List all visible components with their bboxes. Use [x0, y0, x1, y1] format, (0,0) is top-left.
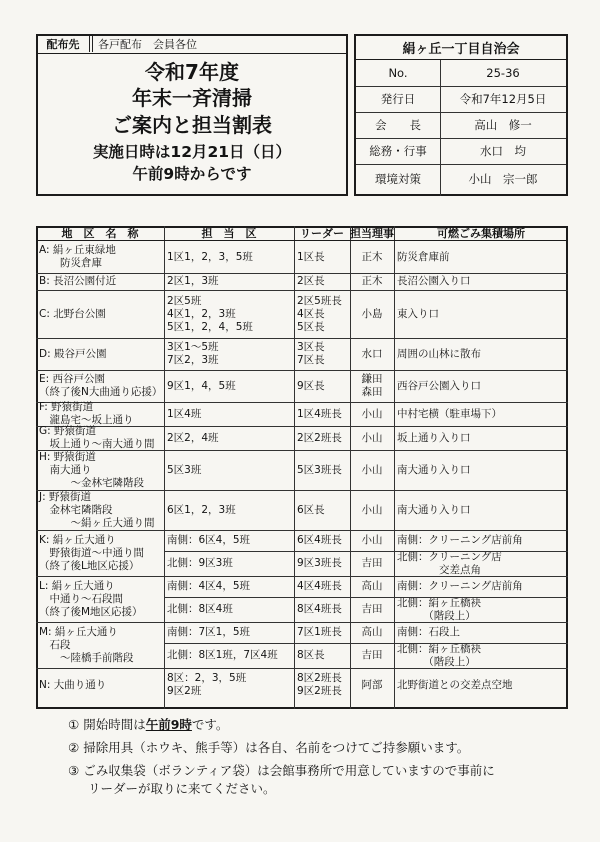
- column-header-area: 地 区 名 称: [61, 227, 139, 240]
- district-assignment: 北側：8区1班，7区4班: [167, 649, 278, 661]
- district-assignment: 2区1，3班: [167, 275, 219, 287]
- leader: 8区4班長: [297, 603, 342, 615]
- area-name: C: 北野台公園: [39, 307, 106, 320]
- note-text: 掃除用具（ホウキ、熊手等）は各自、名前をつけてご持参願います。: [83, 740, 470, 755]
- director: 吉田: [361, 603, 383, 615]
- district-assignment: 南側：4区4，5班: [167, 580, 251, 592]
- info-value-chair: 高山 修一: [474, 118, 532, 132]
- director: 吉田: [361, 649, 383, 661]
- director: 鎌田 森田: [361, 373, 383, 398]
- collection-site: 南側：石段上: [397, 626, 460, 638]
- note-tail: です。: [191, 717, 229, 732]
- collection-site: 周囲の山林に散布: [397, 347, 481, 360]
- info-value-general-affairs: 水口 均: [480, 144, 526, 158]
- district-assignment: 9区1，4，5班: [167, 379, 236, 392]
- district-assignment: 2区5班 4区1，2，3班 5区1，2，4，5班: [167, 294, 253, 333]
- leader: 9区3班長: [297, 557, 342, 569]
- sub-row-rule: [164, 551, 568, 552]
- director: 小山: [361, 534, 383, 546]
- event-time: 午前9時からです: [132, 165, 252, 183]
- info-label-no: No.: [388, 66, 408, 80]
- leader: 3区長 7区長: [297, 341, 325, 366]
- event-date: 実施日時は12月21日（日）: [92, 143, 292, 161]
- title-event: 年末一斉清掃: [132, 85, 252, 110]
- info-label-environment: 環境対策: [375, 172, 421, 186]
- area-name: E: 西谷戸公園 （終了後N大曲通り応援）: [39, 373, 163, 398]
- director: 高山: [361, 580, 383, 592]
- collection-site: 長沼公園入り口: [397, 275, 471, 287]
- leader: 7区1班長: [297, 626, 342, 638]
- leader: 8区長: [297, 649, 325, 661]
- note-text: ごみ収集袋（ボランティア袋）は会館事務所で用意していますので事前に: [83, 763, 495, 778]
- distribution-separator: [89, 36, 93, 52]
- distribution-label: 配布先: [46, 38, 80, 51]
- info-value-issue-date: 令和7年12月5日: [459, 92, 547, 106]
- leader: 6区4班長: [297, 534, 342, 546]
- distribution-value: 各戸配布 会員各位: [98, 38, 197, 51]
- note-3-continuation: リーダーが取りに来てください。: [88, 781, 276, 796]
- area-name: F: 野猿街道 瀧島宅～坂上通り: [39, 401, 134, 426]
- collection-site: 南大通り入り口: [397, 503, 471, 516]
- info-label-chair: 会 長: [375, 118, 421, 132]
- director: 高山: [361, 626, 383, 638]
- note-text: 開始時間は: [83, 717, 146, 732]
- area-name: D: 殿谷戸公園: [39, 347, 107, 360]
- leader: 1区長: [297, 250, 325, 263]
- note-mark: ①: [68, 717, 80, 732]
- collection-site: 南側：クリーニング店前角: [397, 534, 523, 546]
- collection-site: 防災倉庫前: [397, 250, 450, 263]
- director: 小島: [361, 307, 383, 320]
- collection-site: 北側：クリーニング店 交差点角: [397, 550, 502, 576]
- leader: 5区3班長: [297, 463, 342, 476]
- collection-site: 南大通り入り口: [397, 463, 471, 476]
- district-assignment: 南側：6区4，5班: [167, 534, 251, 546]
- column-header-director: 担当理事: [350, 227, 394, 240]
- collection-site: 北側：絹ヶ丘橋袂 （階段上）: [397, 596, 481, 622]
- area-name: L: 絹ヶ丘大通り 中通り～石段間 （終了後M地区応援）: [39, 579, 143, 618]
- note-emphasis: 午前9時: [145, 717, 192, 732]
- director: 小山: [361, 463, 383, 476]
- area-name: J: 野猿街道 金林宅隣階段 ～絹ヶ丘大通り間: [39, 490, 155, 529]
- info-label-general-affairs: 総務・行事: [369, 144, 427, 158]
- district-assignment: 南側：7区1，5班: [167, 626, 251, 638]
- director: 正木: [361, 250, 383, 263]
- area-name: M: 絹ヶ丘大通り 石段 ～陸橋手前階段: [39, 625, 134, 664]
- area-name: G: 野猿街道 坂上通り～南大通り間: [39, 425, 155, 450]
- district-assignment: 3区1～5班 7区2，3班: [167, 341, 219, 366]
- district-assignment: 北側：9区3班: [167, 557, 233, 569]
- director: 吉田: [361, 557, 383, 569]
- column-header-district: 担 当 区: [201, 227, 257, 240]
- director: 小山: [361, 503, 383, 516]
- leader: 2区5班長 4区長 5区長: [297, 294, 342, 333]
- note-1: [68, 717, 548, 733]
- district-assignment: 8区：2，3，5班 9区2班: [167, 672, 247, 697]
- area-name: N: 大曲り通り: [39, 678, 107, 691]
- director: 正木: [361, 275, 383, 287]
- director: 水口: [361, 347, 383, 360]
- association-name: 絹ヶ丘一丁目自治会: [356, 36, 566, 60]
- area-name: B: 長沼公園付近: [39, 275, 117, 287]
- column-header-leader: リーダー: [300, 227, 344, 240]
- leader: 9区長: [297, 379, 325, 392]
- district-assignment: 2区2，4班: [167, 431, 219, 444]
- info-label-issue-date: 発行日: [380, 92, 416, 106]
- district-assignment: 北側：8区4班: [167, 603, 233, 615]
- leader: 1区4班長: [297, 407, 342, 420]
- leader: 6区長: [297, 503, 325, 516]
- district-assignment: 1区1，2，3，5班: [167, 250, 253, 263]
- note-2: [68, 740, 568, 756]
- column-header-site: 可燃ごみ集積場所: [437, 227, 525, 240]
- title-subtitle: ご案内と担当割表: [112, 112, 272, 137]
- area-name: K: 絹ヶ丘大通り 野猿街道～中通り間 （終了後L地区応援）: [39, 533, 144, 572]
- district-assignment: 1区4班: [167, 407, 202, 420]
- title-year: 令和7年度: [145, 59, 239, 84]
- collection-site: 中村宅横（駐車場下）: [397, 407, 502, 420]
- collection-site: 西谷戸公園入り口: [397, 379, 481, 392]
- area-name: H: 野猿街道 南大通り ～金林宅隣階段: [39, 450, 144, 489]
- leader: 8区2班長 9区2班長: [297, 672, 342, 697]
- note-mark: ③: [68, 763, 80, 778]
- collection-site: 坂上通り入り口: [397, 431, 471, 444]
- info-value-no: 25-36: [486, 66, 520, 80]
- collection-site: 北野街道との交差点空地: [397, 678, 513, 691]
- leader: 4区4班長: [297, 580, 342, 592]
- note-mark: ②: [68, 740, 80, 755]
- info-value-environment: 小山 宗一郎: [468, 172, 538, 186]
- note-3: [68, 763, 568, 779]
- leader: 2区2班長: [297, 431, 342, 444]
- collection-site: 北側：絹ヶ丘橋袂 （階段上）: [397, 642, 481, 668]
- director: 小山: [361, 431, 383, 444]
- leader: 2区長: [297, 275, 325, 287]
- district-assignment: 6区1，2，3班: [167, 503, 236, 516]
- director: 阿部: [361, 678, 383, 691]
- district-assignment: 5区3班: [167, 463, 202, 476]
- collection-site: 東入り口: [397, 307, 439, 320]
- director: 小山: [361, 407, 383, 420]
- sub-row-rule: [164, 643, 568, 644]
- area-name: A: 絹ヶ丘東緑地 防災倉庫: [39, 244, 116, 269]
- sub-row-rule: [164, 597, 568, 598]
- collection-site: 南側：クリーニング店前角: [397, 580, 523, 592]
